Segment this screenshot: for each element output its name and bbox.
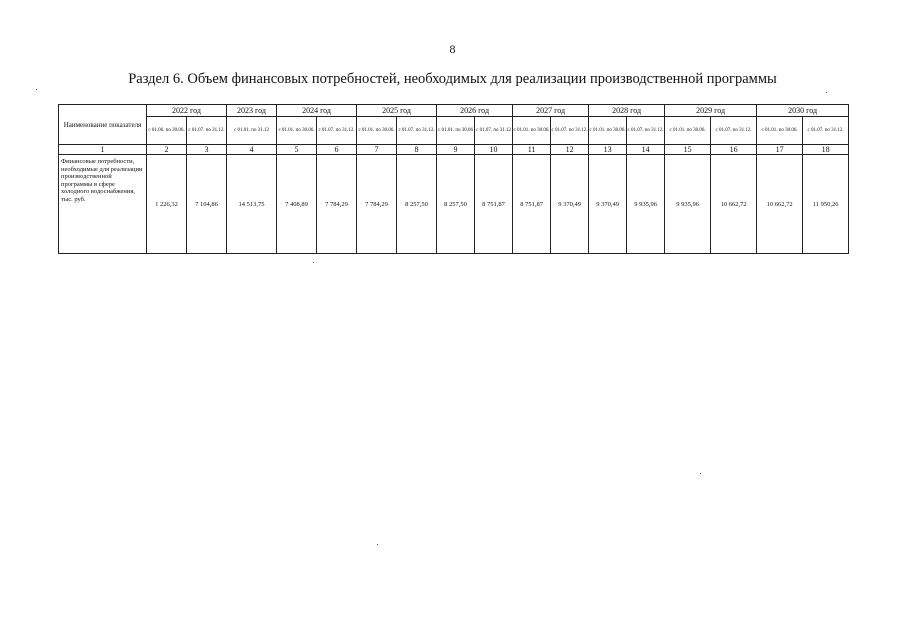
value-cell: 8 751,87 bbox=[513, 155, 551, 254]
period-header: с 01.07. по 31.12. bbox=[711, 117, 757, 145]
period-header: с 01.01. по 30.06. bbox=[757, 117, 803, 145]
value-cell: 10 662,72 bbox=[757, 155, 803, 254]
column-number: 9 bbox=[437, 145, 475, 155]
column-number: 12 bbox=[551, 145, 589, 155]
year-header: 2024 год bbox=[277, 105, 357, 117]
value-cell: 9 935,96 bbox=[627, 155, 665, 254]
financial-needs-table bbox=[58, 104, 849, 254]
period-header: с 01.01. по 30.06 bbox=[437, 117, 475, 145]
period-header: с 01.06. по 30.06. bbox=[147, 117, 187, 145]
column-number: 15 bbox=[665, 145, 711, 155]
value-cell: 7 784,29 bbox=[357, 155, 397, 254]
period-header: с 01.01. по 30.06. bbox=[357, 117, 397, 145]
value-cell: 7 784,29 bbox=[317, 155, 357, 254]
year-header: 2027 год bbox=[513, 105, 589, 117]
year-header: 2029 год bbox=[665, 105, 757, 117]
year-header: 2026 год bbox=[437, 105, 513, 117]
page-number: 8 bbox=[449, 42, 456, 56]
column-number: 11 bbox=[513, 145, 551, 155]
section-title: Раздел 6. Объем финансовых потребностей, необходимых для реализации производственной программы bbox=[128, 71, 777, 87]
column-number: 3 bbox=[187, 145, 227, 155]
value-cell: 1 226,32 bbox=[147, 155, 187, 254]
value-cell: 9 370,49 bbox=[551, 155, 589, 254]
year-header-row bbox=[59, 105, 849, 117]
period-header: с 01.01. по 30.06. bbox=[665, 117, 711, 145]
column-number: 8 bbox=[397, 145, 437, 155]
column-number: 10 bbox=[475, 145, 513, 155]
period-header: с 01.07. по 31.12. bbox=[803, 117, 849, 145]
period-header: с 01.07. по 31.12. bbox=[317, 117, 357, 145]
column-number: 13 bbox=[589, 145, 627, 155]
column-number: 17 bbox=[757, 145, 803, 155]
period-header-row bbox=[59, 117, 849, 145]
value-cell: 14 513,75 bbox=[227, 155, 277, 254]
column-number: 7 bbox=[357, 145, 397, 155]
year-header: 2028 год bbox=[589, 105, 665, 117]
column-number: 4 bbox=[227, 145, 277, 155]
value-cell: 7 408,89 bbox=[277, 155, 317, 254]
period-header: с 01.01. по 30.06. bbox=[589, 117, 627, 145]
value-cell: 9 370,49 bbox=[589, 155, 627, 254]
column-number: 1 bbox=[59, 145, 147, 155]
indicator-name-header: Наименование показателя bbox=[59, 105, 147, 145]
row-label: Финансовые потребности, необходимые для реализации производственной программы в сфере холодного водоснабжения, тыс. руб. bbox=[59, 155, 147, 254]
year-header: 2022 год bbox=[147, 105, 227, 117]
period-header: с 01.07. по 31.12 bbox=[475, 117, 513, 145]
value-cell: 9 935,96 bbox=[665, 155, 711, 254]
column-number: 5 bbox=[277, 145, 317, 155]
column-number: 6 bbox=[317, 145, 357, 155]
column-number-row bbox=[59, 145, 849, 155]
period-header: с 01.01. по 30.06. bbox=[513, 117, 551, 145]
value-cell: 8 257,50 bbox=[437, 155, 475, 254]
value-cell: 11 950,26 bbox=[803, 155, 849, 254]
column-number: 14 bbox=[627, 145, 665, 155]
table-body bbox=[59, 155, 849, 254]
period-header: с 01.01. по 31.12 bbox=[227, 117, 277, 145]
column-number: 2 bbox=[147, 145, 187, 155]
period-header: с 01.01. по 30.06. bbox=[277, 117, 317, 145]
table-row bbox=[59, 155, 849, 254]
year-header: 2025 год bbox=[357, 105, 437, 117]
value-cell: 10 662,72 bbox=[711, 155, 757, 254]
column-number: 18 bbox=[803, 145, 849, 155]
period-header: с 01.07. по 31.12. bbox=[187, 117, 227, 145]
value-cell: 8 751,87 bbox=[475, 155, 513, 254]
value-cell: 7 104,86 bbox=[187, 155, 227, 254]
period-header: с 01.07. по 31.12. bbox=[397, 117, 437, 145]
column-number: 16 bbox=[711, 145, 757, 155]
period-header: с 01.07. по 31.12. bbox=[551, 117, 589, 145]
year-header: 2030 год bbox=[757, 105, 849, 117]
value-cell: 8 257,50 bbox=[397, 155, 437, 254]
period-header: с 01.07. по 31.12. bbox=[627, 117, 665, 145]
year-header: 2023 год bbox=[227, 105, 277, 117]
